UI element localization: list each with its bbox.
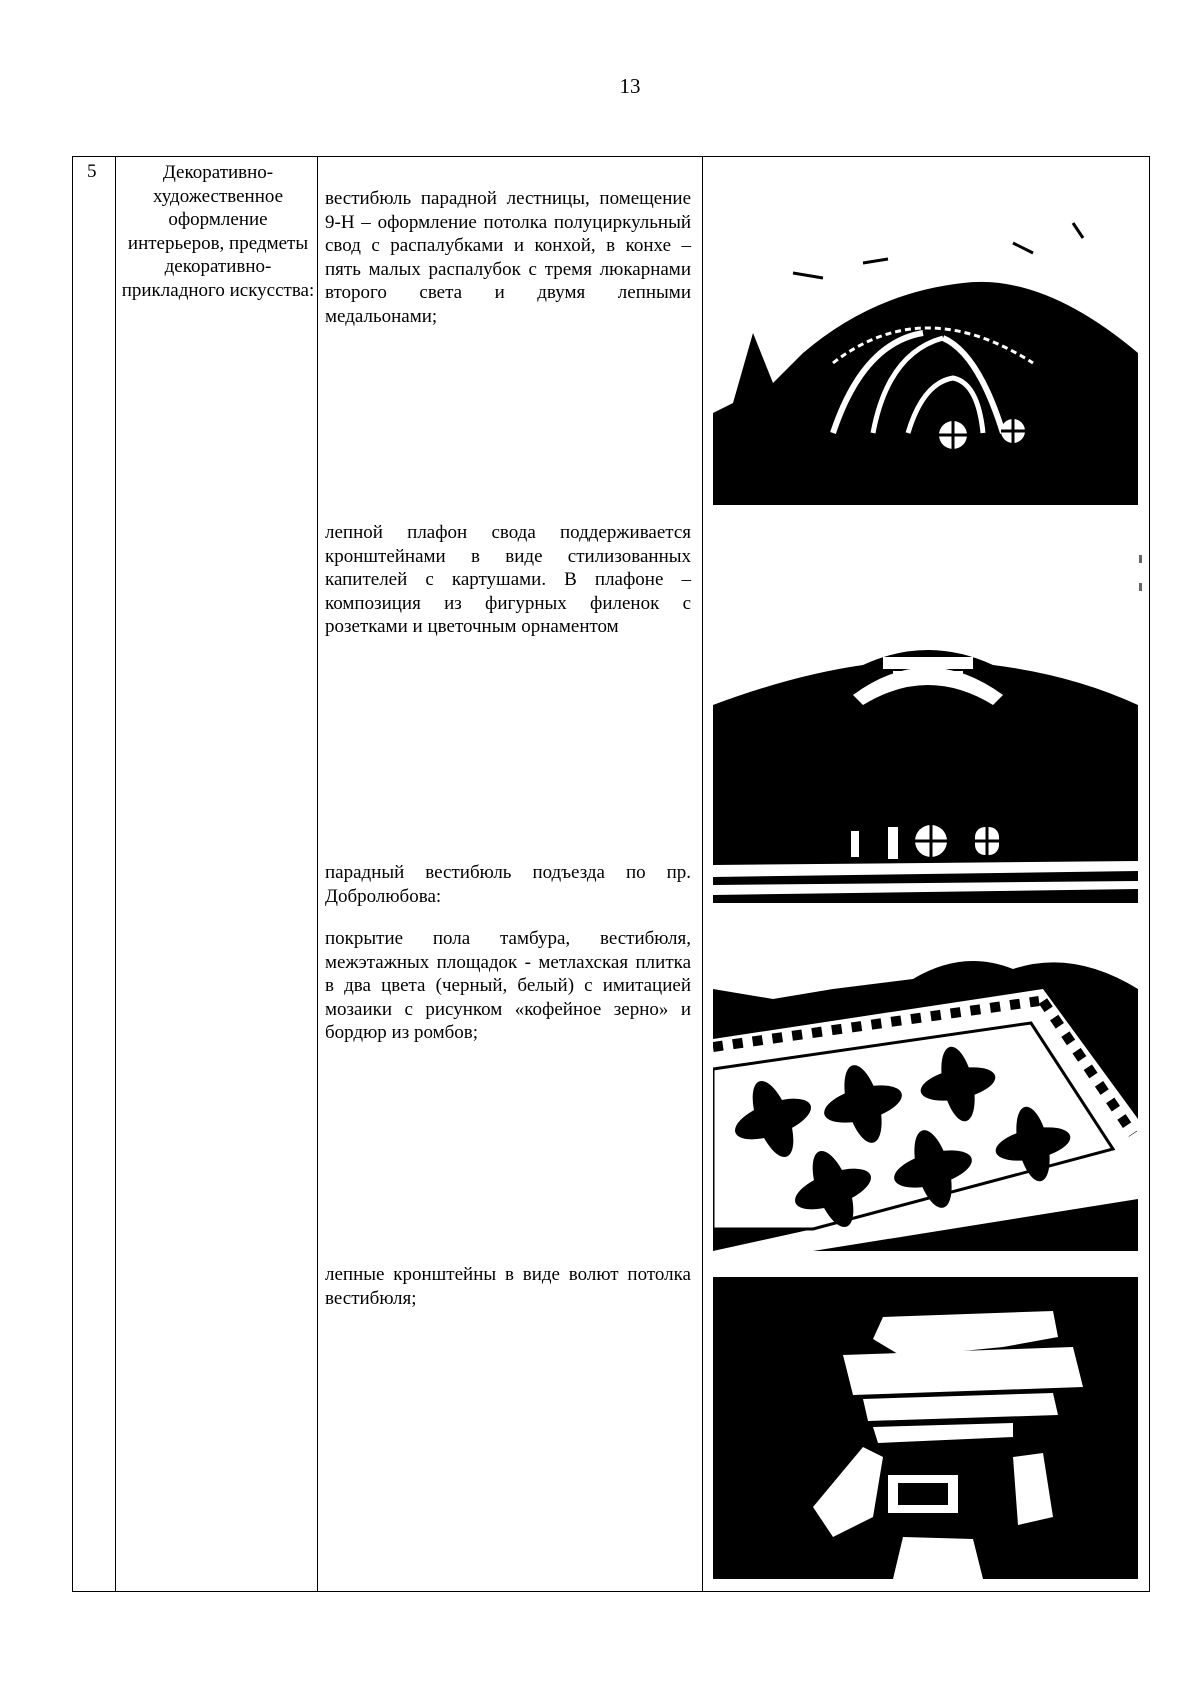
brackets-photo [713,1277,1138,1579]
item-description: лепной плафон свода поддерживается кронштейнами в виде стилизованных капителей с картушами. В плафоне – композиция из фигурных филенок с розетками и цветочным орнаментом [325,522,691,638]
column-divider [317,157,318,1591]
column-divider [115,157,116,1591]
page-number: 13 [619,74,641,98]
vaulted-ceiling-photo [713,183,1138,505]
scan-mark [1139,555,1142,563]
item-description: парадный вестибюль подъезда по пр. Добролюбова: [325,862,691,907]
row-number: 5 [87,161,97,182]
item-description: вестибюль парадной лестницы, помещение 9-Н – оформление потолка полуциркульный свод с распалубками и конхой, в конхе – пять малых распалубок с тремя люкарнами второго света и двумя лепными медальонами; [325,188,691,327]
item-description: покрытие пола тамбура, вестибюля, межэтажных площадок - метлахская плитка в два цвета (черный, белый) с имитацией мозаики с рисунком «кофейное зерно» и бордюр из ромбов; [325,928,691,1044]
plafond-photo [713,635,1138,903]
monument-features-table [72,156,1150,1592]
column-divider [702,157,703,1591]
item-description: лепные кронштейны в виде волют потолка вестибюля; [325,1264,691,1309]
category-cell: Декоративно-художественное оформление интерьеров, предметы декоративно-прикладного искусства: [121,162,315,301]
scan-mark [1139,583,1142,591]
tiled-floor-photo [713,929,1138,1251]
